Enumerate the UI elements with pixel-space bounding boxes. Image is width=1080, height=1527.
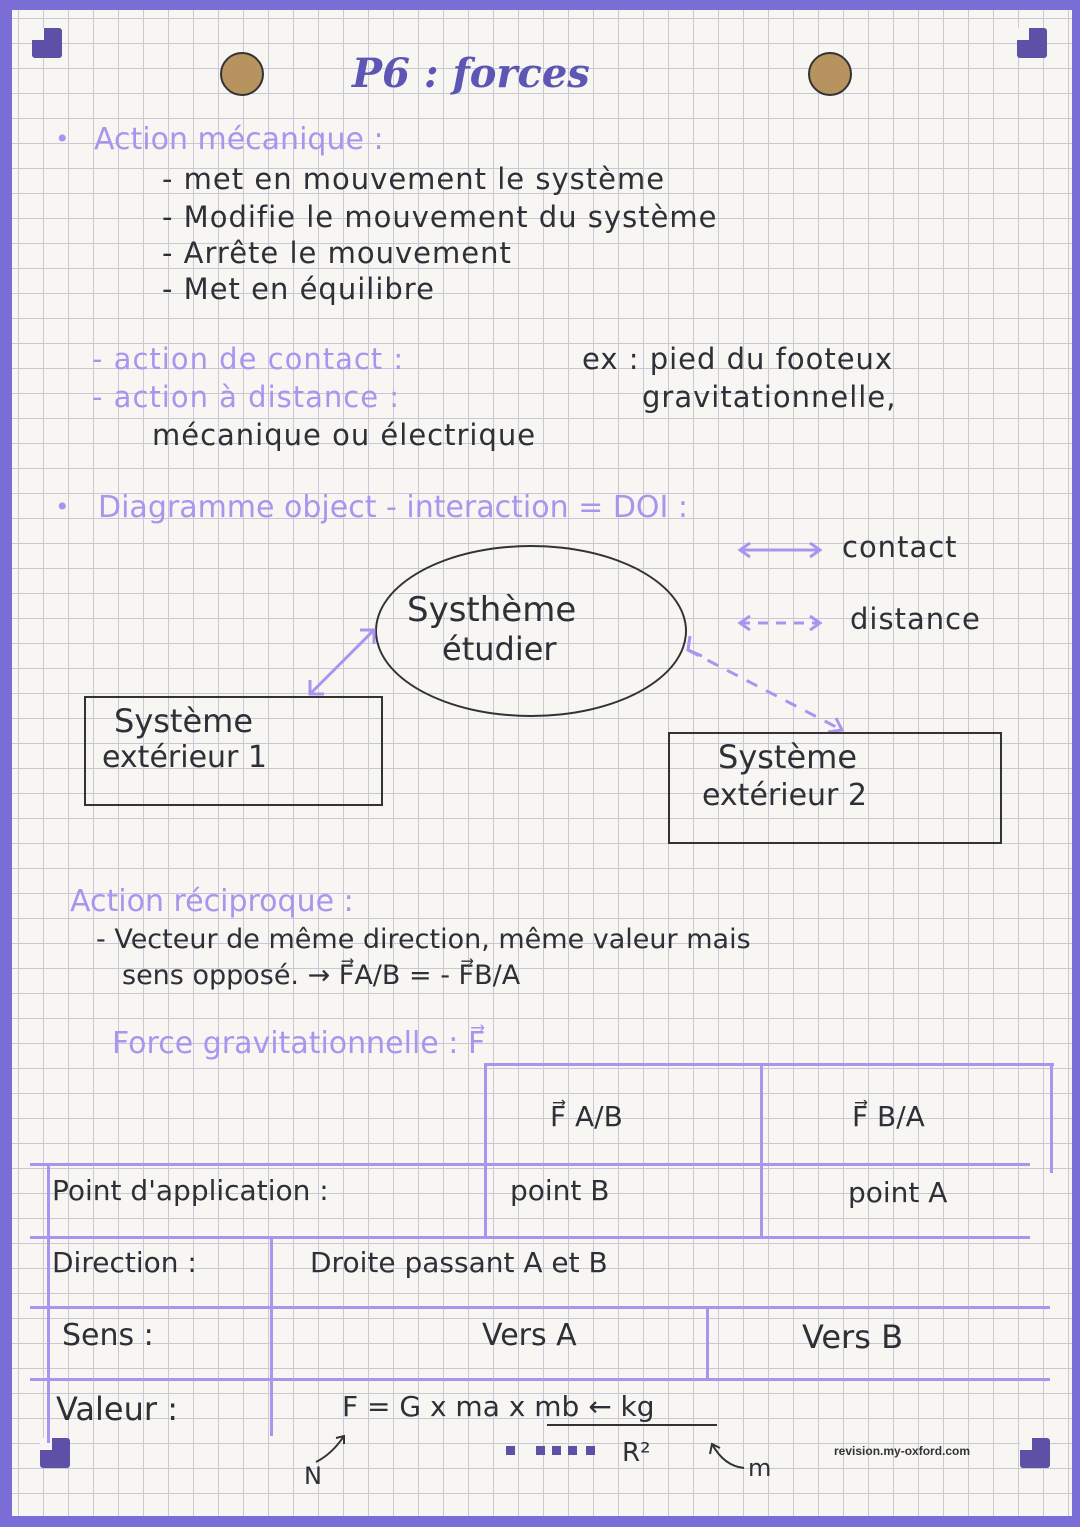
reciprocal-line2: sens opposé. → F⃗A/B = - F⃗B/A — [122, 960, 521, 991]
unit-newton: N — [304, 1462, 322, 1490]
contact-text: ex : pied du footeux — [582, 342, 894, 376]
exterior-system-2-line2: extérieur 2 — [702, 778, 867, 813]
row-label-point: Point d'application : — [52, 1174, 329, 1207]
footer-square — [586, 1446, 595, 1455]
table-header-fba: F⃗ B/A — [852, 1100, 925, 1133]
row-value-direction: Droite passant A et B — [310, 1246, 608, 1279]
table-col-line — [270, 1236, 273, 1436]
contact-label: - action de contact : — [92, 342, 405, 376]
distance-text: gravitationnelle, — [642, 380, 897, 414]
bullet-dot-1: • — [57, 122, 68, 155]
table-col-line — [484, 1063, 487, 1238]
bullet-dot-2: • — [57, 490, 68, 523]
table-line — [30, 1163, 1030, 1166]
table-col-line — [47, 1163, 50, 1443]
heading-doi: Diagramme object - interaction = DOI : — [98, 490, 689, 525]
row-value-formula: F = G x ma x mb ← kg — [342, 1390, 655, 1423]
distance-label: - action à distance : — [92, 380, 401, 414]
arrow-to-metre-icon — [702, 1438, 748, 1472]
unit-metre: m — [748, 1454, 772, 1482]
heading-action-mecanique: Action mécanique : — [94, 122, 384, 157]
bullet-line: - met en mouvement le système — [162, 162, 666, 196]
formula-denominator: R² — [622, 1438, 651, 1468]
footer-square — [552, 1446, 561, 1455]
table-col-line — [760, 1063, 763, 1238]
footer-square — [536, 1446, 545, 1455]
heading-force-gravitationnelle: Force gravitationnelle : F⃗ — [112, 1026, 486, 1061]
row-value-sens-b: Vers B — [802, 1318, 904, 1356]
table-line — [30, 1378, 1050, 1381]
bullet-line: - Arrête le mouvement — [162, 236, 512, 270]
bullet-line: - Met en équilibre — [162, 272, 435, 306]
notebook-page — [12, 10, 1072, 1516]
corner-mark-bottom-left — [40, 1438, 70, 1468]
footer-square — [568, 1446, 577, 1455]
table-line — [30, 1306, 1050, 1309]
system-studied-line1: Systhème — [407, 590, 577, 630]
table-line — [30, 1236, 1030, 1239]
system-studied-line2: étudier — [442, 630, 557, 668]
exterior-system-1-line2: extérieur 1 — [102, 740, 267, 775]
distance-text-2: mécanique ou électrique — [152, 418, 537, 452]
row-label-valeur: Valeur : — [56, 1390, 178, 1428]
table-header-fab: F⃗ A/B — [550, 1100, 623, 1133]
page-title: P6 : forces — [352, 50, 590, 97]
footer-square — [506, 1446, 515, 1455]
row-label-direction: Direction : — [52, 1246, 197, 1279]
legend-contact: contact — [842, 530, 958, 564]
exterior-system-1-line1: Système — [114, 702, 254, 740]
table-col-line — [706, 1306, 709, 1378]
arrow-to-newton-icon — [312, 1430, 352, 1466]
reciprocal-line1: - Vecteur de même direction, même valeur mais — [96, 924, 751, 955]
bullet-line: - Modifie le mouvement du système — [162, 200, 718, 234]
corner-mark-bottom-right — [1020, 1438, 1050, 1468]
table-top-line — [484, 1063, 1054, 1066]
table-col-line — [1050, 1063, 1053, 1173]
row-value-point-b: point A — [848, 1176, 948, 1209]
row-value-point-a: point B — [510, 1174, 610, 1207]
heading-action-reciproque: Action réciproque : — [70, 884, 354, 919]
row-label-sens: Sens : — [62, 1318, 154, 1353]
footer-site: revision.my-oxford.com — [834, 1444, 971, 1458]
row-value-sens-a: Vers A — [482, 1318, 577, 1353]
fraction-bar — [547, 1424, 717, 1426]
legend-distance: distance — [850, 602, 981, 636]
exterior-system-2-line1: Système — [718, 738, 858, 776]
